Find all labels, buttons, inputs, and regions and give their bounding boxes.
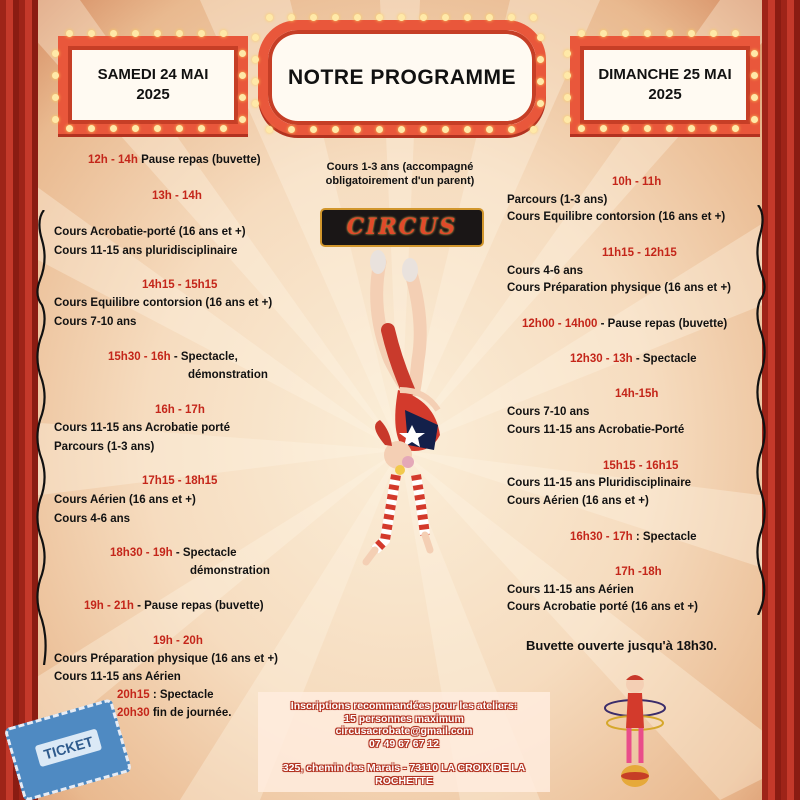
sun-b2-item2: Cours Préparation physique (16 ans et +) [507,282,731,294]
sat-b5-item2: Cours 11-15 ans Aérien [54,671,181,683]
circus-sign-text: CIRCUS [346,214,458,240]
acrobat-illustration [330,250,460,570]
marquee-bulb [332,14,339,21]
marquee-bulb [332,126,339,133]
marquee-bulb [398,14,405,21]
saturday-title: SAMEDI 24 MAI [97,66,209,83]
program-title: NOTRE PROGRAMME [288,65,516,89]
sun-b1-item1: Parcours (1-3 ans) [507,194,608,206]
sun-b1-item2: Cours Equilibre contorsion (16 ans et +) [507,211,726,223]
marquee-bulb [442,126,449,133]
sat-b2-item1: Cours Equilibre contorsion (16 ans et +) [54,297,273,309]
sat-show1: 15h30 - 16h - Spectacle, [108,351,238,363]
info-phone[interactable]: 07 49 67 67 12 [368,737,440,750]
sunday-title: DIMANCHE 25 MAI [598,66,732,83]
sun-b5-time: 17h -18h [615,566,662,578]
sat-b4-item1: Cours Aérien (16 ans et +) [54,494,196,506]
sun-b3-item2: Cours 11-15 ans Acrobatie-Porté [507,424,685,436]
sat-b3-time: 16h - 17h [155,404,205,416]
sat-show3: 20h15 : Spectacle [117,689,214,701]
left-bracket-swirl [34,210,50,665]
sun-b4-item1: Cours 11-15 ans Pluridisciplinaire [507,477,692,489]
sat-lunch: 12h - 14h Pause repas (buvette) [88,154,261,166]
sat-dinner: 19h - 21h - Pause repas (buvette) [84,600,264,612]
ticket-text: TICKET [35,728,103,767]
sat-show2-label2: démonstration [190,565,270,577]
marquee-bulb [354,14,361,21]
info-address2: ROCHETTE [375,774,433,787]
center-note: Cours 1-3 ans (accompagné obligatoirement d'un parent) [325,161,475,187]
sun-b5-item2: Cours Acrobatie porté (16 ans et +) [507,601,698,613]
sun-b5-item1: Cours 11-15 ans Aérien [507,584,634,596]
sat-b5-item1: Cours Préparation physique (16 ans et +) [54,653,278,665]
marquee-bulb [354,126,361,133]
sat-show1-label2: démonstration [188,369,268,381]
info-address1: 325, chemin des Marais - 73110 LA CROIX DE LA [282,762,526,774]
sat-b1-item2: Cours 11-15 ans pluridisciplinaire [54,245,238,257]
circus-sign [320,208,484,247]
sun-b1-time: 10h - 11h [612,176,662,188]
sunday-year: 2025 [648,86,682,103]
sun-show1: 12h30 - 13h - Spectacle [570,353,697,365]
marquee-bulb [420,14,427,21]
sun-b3-time: 14h-15h [615,388,659,400]
sun-b3-item1: Cours 7-10 ans [507,406,590,418]
info-line1: Inscriptions recommandées pour les ateliers: [290,700,518,712]
sun-b4-item2: Cours Aérien (16 ans et +) [507,495,649,507]
sat-b1-time: 13h - 14h [152,190,202,202]
sat-b4-item2: Cours 4-6 ans [54,513,131,525]
hoop-girl-illustration [595,668,675,793]
sun-show2: 16h30 - 17h : Spectacle [570,531,697,543]
sat-end: 20h30 fin de journée. [117,707,232,719]
sun-b2-item1: Cours 4-6 ans [507,265,584,277]
sat-b1-item1: Cours Acrobatie-porté (16 ans et +) [54,226,246,238]
marquee-bulb [420,126,427,133]
sun-buvette: Buvette ouverte jusqu'à 18h30. [526,638,717,653]
info-box [258,692,550,792]
marquee-bulb [398,126,405,133]
sat-show2: 18h30 - 19h - Spectacle [110,547,237,559]
saturday-year: 2025 [136,86,170,103]
sat-b5-time: 19h - 20h [153,635,203,647]
marquee-bulb [376,14,383,21]
sat-b3-item2: Parcours (1-3 ans) [54,441,155,453]
sun-lunch: 12h00 - 14h00 - Pause repas (buvette) [522,318,728,330]
sun-b4-time: 15h15 - 16h15 [603,460,679,472]
right-bracket-swirl [752,205,768,615]
sat-b3-item1: Cours 11-15 ans Acrobatie porté [54,422,230,434]
sun-b2-time: 11h15 - 12h15 [602,247,677,259]
sat-b2-time: 14h15 - 15h15 [142,279,218,291]
info-email[interactable]: circusacrobate@gmail.com [335,725,473,737]
sat-b4-time: 17h15 - 18h15 [142,475,218,487]
info-line2: 15 personnes maximum [344,712,464,725]
marquee-bulb [442,14,449,21]
marquee-bulb [376,126,383,133]
sat-b2-item2: Cours 7-10 ans [54,316,137,328]
